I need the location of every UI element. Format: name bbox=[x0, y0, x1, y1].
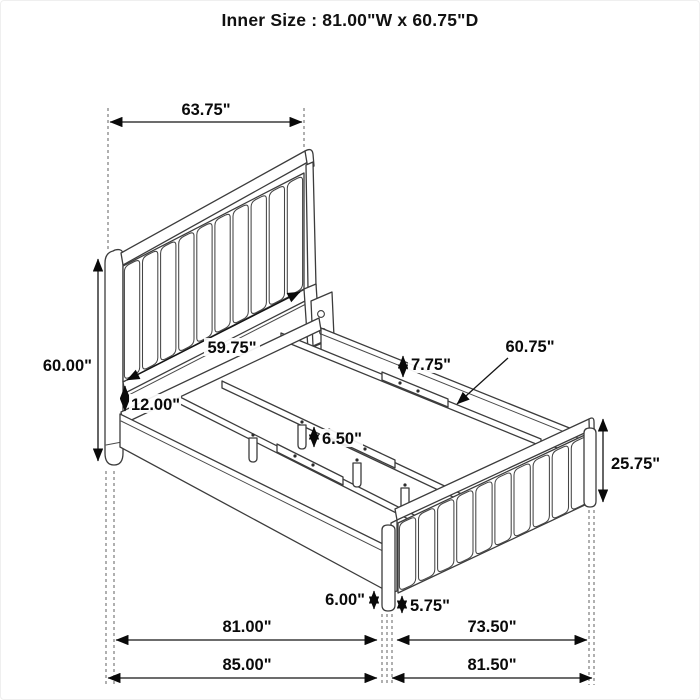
dim-outer-length: 85.00" bbox=[222, 656, 272, 674]
dim-inner-depth: 60.75" bbox=[505, 338, 555, 356]
dim-headboard-height: 60.00" bbox=[42, 357, 92, 375]
dim-inner-length: 81.00" bbox=[222, 618, 272, 636]
inner-size-title: Inner Size : 81.00"W x 60.75"D bbox=[221, 10, 479, 30]
dim-headboard-inner-width: 59.75" bbox=[207, 339, 257, 357]
dimension-annotations bbox=[43, 101, 660, 678]
dim-footboard-height: 25.75" bbox=[611, 455, 661, 473]
dim-footboard-outer-width: 81.50" bbox=[467, 656, 517, 674]
dim-footboard-inner-width: 73.50" bbox=[467, 618, 517, 636]
dim-panel-to-rail-gap: 12.00" bbox=[131, 396, 181, 414]
bed-frame-diagram bbox=[1, 1, 700, 700]
dim-rail-ground-clearance: 6.00" bbox=[325, 591, 365, 609]
dim-support-leg-height: 6.50" bbox=[322, 430, 362, 448]
dim-footboard-leg-height: 5.75" bbox=[410, 597, 450, 615]
dim-rail-to-support-drop: 7.75" bbox=[411, 356, 451, 374]
dim-headboard-outer-width: 63.75" bbox=[181, 101, 231, 119]
